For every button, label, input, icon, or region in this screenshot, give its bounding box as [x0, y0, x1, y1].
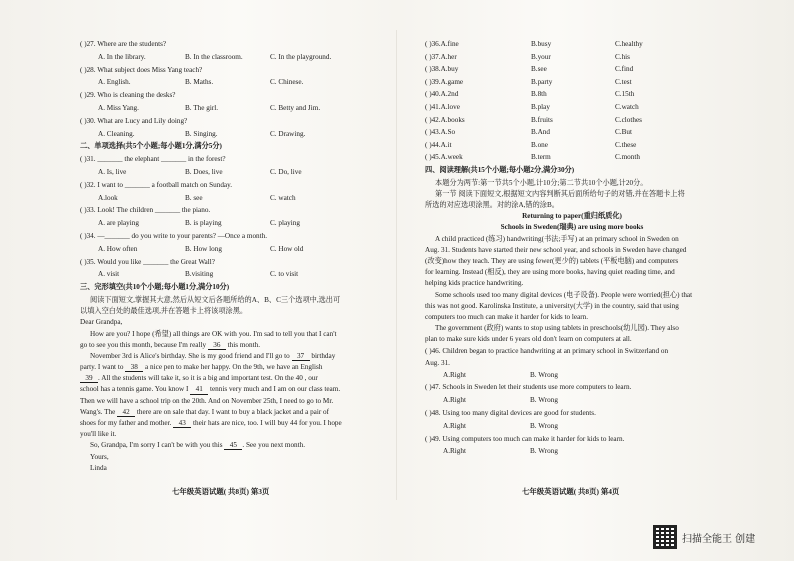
option-a: A. How often: [98, 244, 138, 253]
passage-text: birthday: [311, 351, 336, 360]
option-row: [80, 194, 372, 207]
option-row: [80, 130, 372, 143]
option-a: A. visit: [98, 270, 120, 279]
instruction-line: 第一节 阅读下面短文,根据短文内容判断其后面所给句子的对错,并在答题卡上将: [435, 189, 685, 198]
option-b: B. is playing: [185, 219, 222, 228]
blank: 43: [173, 419, 191, 428]
option-row: [80, 53, 372, 66]
cloze-option-row: [425, 90, 719, 103]
left-page: [80, 40, 372, 475]
option-b: B.And: [531, 128, 550, 137]
option-b: B.term: [531, 153, 551, 162]
instruction-line: 阅读下面短文,掌握其大意,然后从短文后各题所给的A、B、C三个选项中,选出可: [90, 295, 341, 304]
cloze-option-row: [425, 153, 719, 166]
passage-line: [80, 330, 372, 341]
option-c: C. playing: [270, 219, 300, 228]
passage-text: go to see you this month, because I'm really: [80, 340, 207, 349]
option-a: ( )44.A.it: [425, 140, 452, 149]
option-a: ( )38.A.buy: [425, 65, 459, 74]
passage-text: a nice pen to make her happy. On the 9th, we have an English: [145, 363, 323, 372]
option-row: [425, 447, 719, 460]
option-a: A. Miss Yang.: [98, 103, 139, 112]
option-c: C. How old: [270, 244, 304, 253]
question-line: ( )33. Look! The children _______ the piano.: [80, 206, 211, 215]
blank: 37: [292, 352, 310, 361]
passage-line: [80, 408, 372, 419]
passage-text: you'll like it.: [80, 430, 117, 439]
qr-code-icon: [654, 526, 676, 548]
option-b: B. see: [185, 193, 203, 202]
option-b: B.party: [531, 77, 553, 86]
question-line: ( )47. Schools in Sweden let their students use more computers to learn.: [425, 383, 632, 392]
single-choice-questions: [80, 155, 372, 283]
true-false-questions: [425, 347, 719, 461]
section-title: 三、完形填空(共10个小题;每小题1分,满分10分): [80, 283, 230, 292]
option-b: B. Maths.: [185, 78, 214, 87]
option-c: C.his: [615, 52, 630, 61]
option-b: B. Singing.: [185, 129, 218, 138]
option-row: [80, 270, 372, 283]
option-a: A. English.: [98, 78, 131, 87]
option-a: A. In the library.: [98, 52, 146, 61]
option-c: C.test: [615, 77, 632, 86]
option-b: B. In the classroom.: [185, 52, 243, 61]
option-b: B. Wrong: [530, 370, 558, 379]
option-a: A. are playing: [98, 219, 139, 228]
option-a: A.Right: [443, 396, 466, 405]
passage-line: [80, 374, 372, 385]
question-line: ( )31. _______ the elephant _______ in the forest?: [80, 155, 226, 164]
question-line: ( )28. What subject does Miss Yang teach?: [80, 65, 203, 74]
option-b: B.one: [531, 140, 548, 149]
passage-text: November 3rd is Alice's birthday. She is my good friend and I'll go to: [90, 351, 290, 360]
option-row: [425, 371, 719, 384]
passage-line: [80, 397, 372, 408]
option-c: C.month: [615, 153, 640, 162]
option-c: C.healthy: [615, 40, 643, 48]
option-c: C. watch: [270, 193, 296, 202]
option-b: B.8th: [531, 90, 547, 99]
option-a: A.Right: [443, 421, 466, 430]
passage-text: Wang's. The: [80, 407, 116, 416]
passage-line: [80, 341, 372, 352]
cloze-option-row: [425, 116, 719, 129]
option-a: A.Right: [443, 447, 466, 456]
option-b: B.busy: [531, 40, 552, 48]
option-c: C.15th: [615, 90, 635, 99]
option-a: A.Right: [443, 370, 466, 379]
passage-text: . All the students will take it, so it is a big and important test. On the 40 , our: [98, 374, 318, 383]
option-row: [80, 168, 372, 181]
scanner-watermark: 扫描全能王 创建: [682, 534, 756, 545]
option-b: B. Wrong: [530, 396, 558, 405]
option-a: ( )41.A.love: [425, 102, 460, 111]
option-c: C.But: [615, 128, 632, 137]
passage-line: Aug. 31. Students have started their new school year, and schools in Sweden have changed: [425, 245, 687, 254]
question-line: ( )29. Who is cleaning the desks?: [80, 91, 176, 100]
question-line: ( )34. —_______ do you write to your parents? —Once a month.: [80, 231, 268, 240]
option-c: C. Betty and Jim.: [270, 103, 321, 112]
passage-text: this month.: [227, 340, 261, 349]
instruction-line: 以填入空白处的最佳选项,并在答题卡上将该项涂黑。: [80, 307, 248, 316]
passage-line: (改变)how they teach. They are using fewer(更少的) tablets (平板电脑) and computers: [425, 257, 679, 266]
cloze-passage: [80, 330, 372, 475]
page-footer-right: 七年级英语试题( 共8页) 第4页: [522, 487, 620, 496]
option-c: C. In the playground.: [270, 52, 332, 61]
passage-line: [80, 430, 372, 441]
option-a: A.look: [98, 193, 118, 202]
blank: 41: [190, 385, 208, 394]
passage-text: their hats are nice, too. I will buy 44 for you. I hope: [193, 419, 342, 427]
option-row: [80, 219, 372, 232]
option-b: B. Does, live: [185, 167, 223, 176]
passage-line: [80, 363, 372, 374]
passage-text: So, Grandpa, I'm sorry I can't be with you this: [90, 441, 223, 450]
passage-line: The government (政府) wants to stop using tablets in preschools(幼儿园). They also: [435, 324, 679, 333]
passage-line: [80, 441, 372, 452]
option-a: A. Is, live: [98, 167, 127, 176]
instruction-line: 本题分为两节:第一节共5个小题,计10分;第二节共10个小题,计20分。: [435, 178, 648, 187]
passage-text: there are on sale that day. I want to buy a black jacket and a pair of: [136, 407, 330, 416]
question-continuation: Aug. 31.: [425, 359, 450, 368]
option-b: B.visiting: [185, 270, 214, 279]
option-c: C.find: [615, 65, 634, 74]
option-b: B.your: [531, 52, 551, 61]
passage-line: helping kids practice handwriting.: [425, 279, 524, 288]
passage-line: [80, 419, 372, 430]
option-b: B. The girl.: [185, 103, 219, 112]
passage-text: tennis very much and I am on our class team.: [210, 385, 341, 394]
option-b: B.fruits: [531, 115, 553, 124]
blank: 39: [80, 374, 98, 383]
question-line: ( )30. What are Lucy and Lily doing?: [80, 116, 188, 125]
blank: 36: [208, 341, 226, 350]
option-b: B. Wrong: [530, 447, 558, 456]
passage-line: computers too much can make it harder for kids to learn.: [425, 312, 589, 321]
option-row: [425, 396, 719, 409]
cloze-option-row: [425, 128, 719, 141]
option-a: ( )37.A.her: [425, 52, 457, 61]
letter-closing: Yours,: [90, 452, 109, 461]
cloze-options: [425, 40, 719, 166]
passage-line: A child practiced (练习) handwriting(书法;手写) at an primary school in Sweden on: [435, 234, 679, 243]
cloze-option-row: [425, 78, 719, 91]
blank: 38: [125, 363, 143, 372]
option-row: [425, 422, 719, 435]
option-b: B. How long: [185, 244, 222, 253]
passage-text: party. I want to: [80, 363, 124, 372]
right-page: [425, 40, 719, 460]
question-line: ( )49. Using computers too much can make it harder for kids to learn.: [425, 434, 625, 443]
question-line: ( )46. Children began to practice handwriting at an primary school in Switzerland on: [425, 346, 669, 355]
section-title: 二、单项选择(共5个小题;每小题1分,满分5分): [80, 142, 222, 151]
reading-passage: [425, 235, 719, 347]
article-heading: Returning to paper(重归纸质化): [522, 212, 622, 221]
option-row: [80, 78, 372, 91]
cloze-option-row: [425, 53, 719, 66]
option-b: B.see: [531, 65, 547, 74]
question-line: ( )27. Where are the students?: [80, 40, 167, 48]
passage-text: school has a tennis game. You know I: [80, 385, 189, 394]
passage-text: shoes for my father and mother.: [80, 419, 172, 427]
passage-line: for learning. Instead (相反), they are using more books, having quiet reading time, and: [425, 268, 675, 277]
article-subheading: Schools in Sweden(瑞典) are using more books: [500, 223, 644, 232]
option-c: C. Drawing.: [270, 129, 306, 138]
option-c: C.watch: [615, 102, 639, 111]
option-c: C.these: [615, 140, 637, 149]
passage-line: this was not good. Karolinska Institute, a university(大学) in the country, said that using: [425, 301, 679, 310]
option-c: C.clothes: [615, 115, 642, 124]
option-c: C. to visit: [270, 270, 299, 279]
option-a: ( )36.A.fine: [425, 40, 459, 48]
option-a: ( )40.A.2nd: [425, 90, 459, 99]
question-line: ( )48. Using too many digital devices are good for students.: [425, 408, 596, 417]
cloze-option-row: [425, 141, 719, 154]
passage-text: Then we will have a school trip on the 20th. And on November 25th, I need to go to Mr.: [80, 396, 334, 405]
option-row: [80, 104, 372, 117]
blank: 42: [117, 408, 135, 417]
instruction-line: 所选的对应选项涂黑。对的涂A,错的涂B。: [425, 201, 559, 210]
letter-greeting: Dear Grandpa,: [80, 318, 123, 327]
passage-line: plan to make sure kids under 6 years old don't learn on computers at all.: [425, 335, 632, 344]
option-a: ( )43.A.So: [425, 128, 456, 137]
passage-text: How are you? I hope (希望) all things are OK with you. I'm sad to tell you that I can't: [90, 329, 337, 338]
passage-line: Some schools used too many digital devices (电子设备). People were worried(担心) that: [435, 290, 693, 299]
blank: 45: [224, 441, 242, 450]
cloze-option-row: [425, 65, 719, 78]
option-b: B.play: [531, 102, 550, 111]
question-line: ( )35. Would you like _______ the Great Wall?: [80, 257, 215, 266]
option-a: ( )45.A.week: [425, 153, 463, 162]
cloze-option-row: [425, 103, 719, 116]
section-title: 四、阅读理解(共15个小题;每小题2分,满分30分): [425, 165, 575, 174]
letter-signature: Linda: [90, 463, 107, 472]
passage-line: [80, 385, 372, 396]
cloze-option-row: [425, 40, 719, 53]
option-a: ( )39.A.game: [425, 77, 464, 86]
option-c: C. Chinese.: [270, 78, 304, 87]
passage-line: [80, 352, 372, 363]
option-c: C. Do, live: [270, 167, 302, 176]
option-a: ( )42.A.books: [425, 115, 465, 124]
listening-questions: [80, 40, 372, 142]
option-a: A. Cleaning.: [98, 129, 135, 138]
passage-text: . See you next month.: [242, 441, 306, 450]
option-row: [80, 245, 372, 258]
page-fold: [396, 30, 397, 500]
question-line: ( )32. I want to _______ a football match on Sunday.: [80, 180, 233, 189]
page-footer-left: 七年级英语试题( 共8页) 第3页: [172, 487, 270, 496]
option-b: B. Wrong: [530, 421, 558, 430]
